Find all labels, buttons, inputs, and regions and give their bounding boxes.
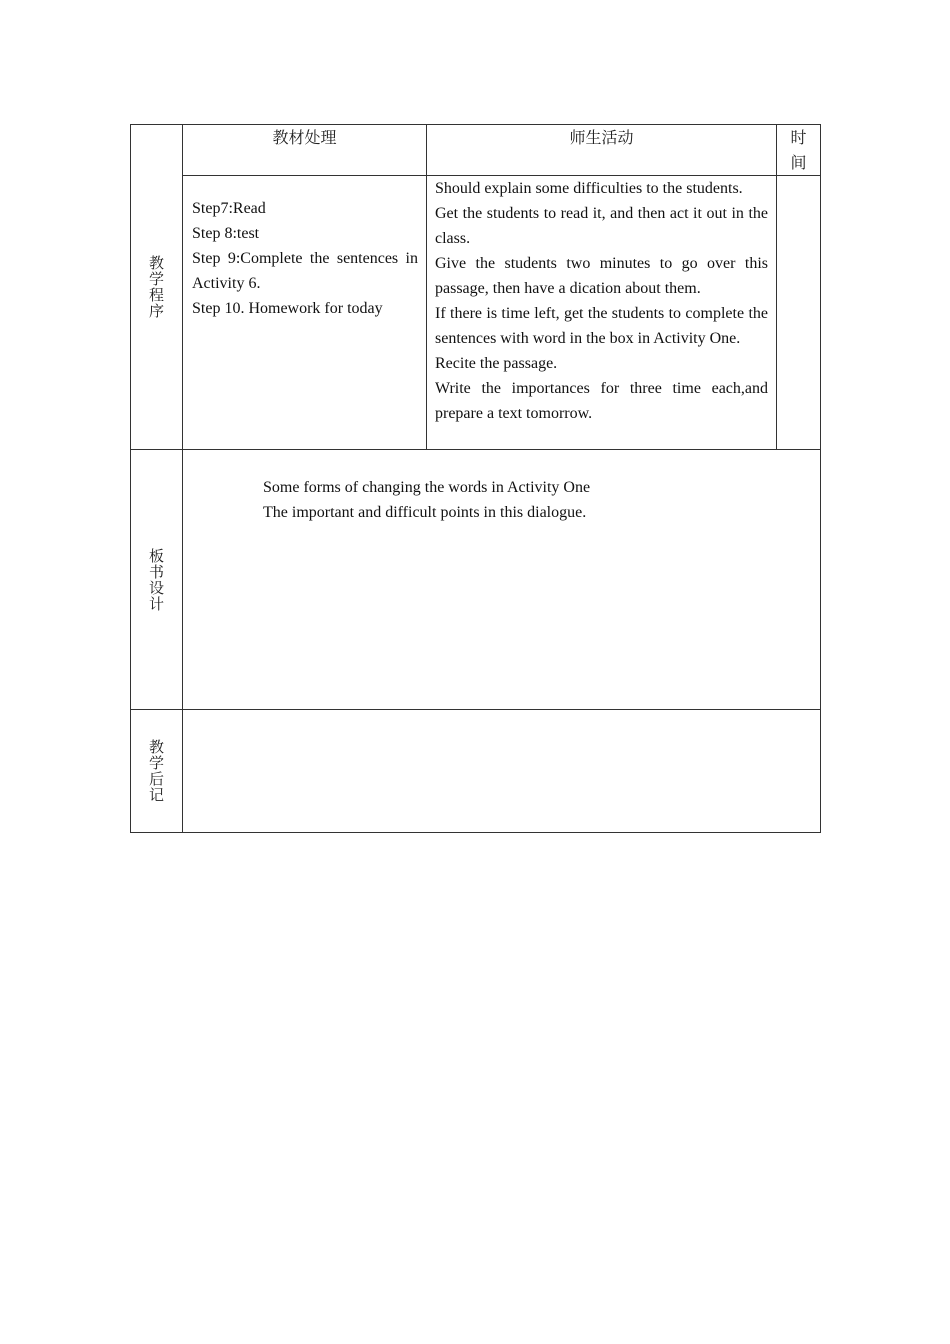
step-item: Step7:Read — [192, 200, 266, 217]
activity-item: Should explain some difficulties to the students. — [435, 180, 743, 197]
procedure-label-cell — [131, 125, 183, 450]
board-line: The important and difficult points in this dialogue. — [263, 504, 587, 521]
board-label-cell — [131, 450, 183, 710]
steps-cell — [183, 176, 427, 450]
step-item: Step 9:Complete the sentences in Activity 6. — [192, 250, 418, 292]
material-header: 教材处理 — [183, 125, 427, 176]
steps-list — [183, 176, 426, 321]
board-label: 板 书 设 计 — [148, 546, 164, 613]
teaching-notes-row — [131, 710, 821, 833]
procedure-row — [131, 176, 821, 450]
step-item: Step 8:test — [192, 225, 260, 242]
notes-label-cell — [131, 710, 183, 833]
activity-item: Give the students two minutes to go over this passage, then have a dication about them. — [435, 255, 768, 297]
board-design-content — [183, 450, 820, 525]
board-design-row — [131, 450, 821, 710]
activity-item: Write the importances for three time each,and prepare a text tomorrow. — [435, 380, 768, 422]
activity-item: Recite the passage. — [435, 355, 558, 372]
board-line: Some forms of changing the words in Activity One — [263, 479, 591, 496]
board-design-cell — [183, 450, 821, 710]
lesson-plan-table — [130, 124, 821, 833]
time-header: 时 间 — [790, 128, 807, 172]
notes-label: 教 学 后 记 — [148, 738, 164, 804]
activities-list — [427, 176, 776, 426]
activity-item: Get the students to read it, and then act it out in the class. — [435, 205, 768, 247]
activity-header: 师生活动 — [427, 125, 777, 176]
activities-cell — [427, 176, 777, 450]
notes-cell — [183, 710, 821, 833]
time-cell — [777, 176, 821, 450]
time-header-cell — [777, 125, 821, 176]
procedure-label: 教 学 程 序 — [148, 254, 164, 320]
activity-item: If there is time left, get the students to complete the sentences with word in the box in Activity One. — [435, 305, 768, 347]
table-header-row — [131, 125, 821, 176]
step-item: Step 10. Homework for today — [192, 300, 383, 317]
